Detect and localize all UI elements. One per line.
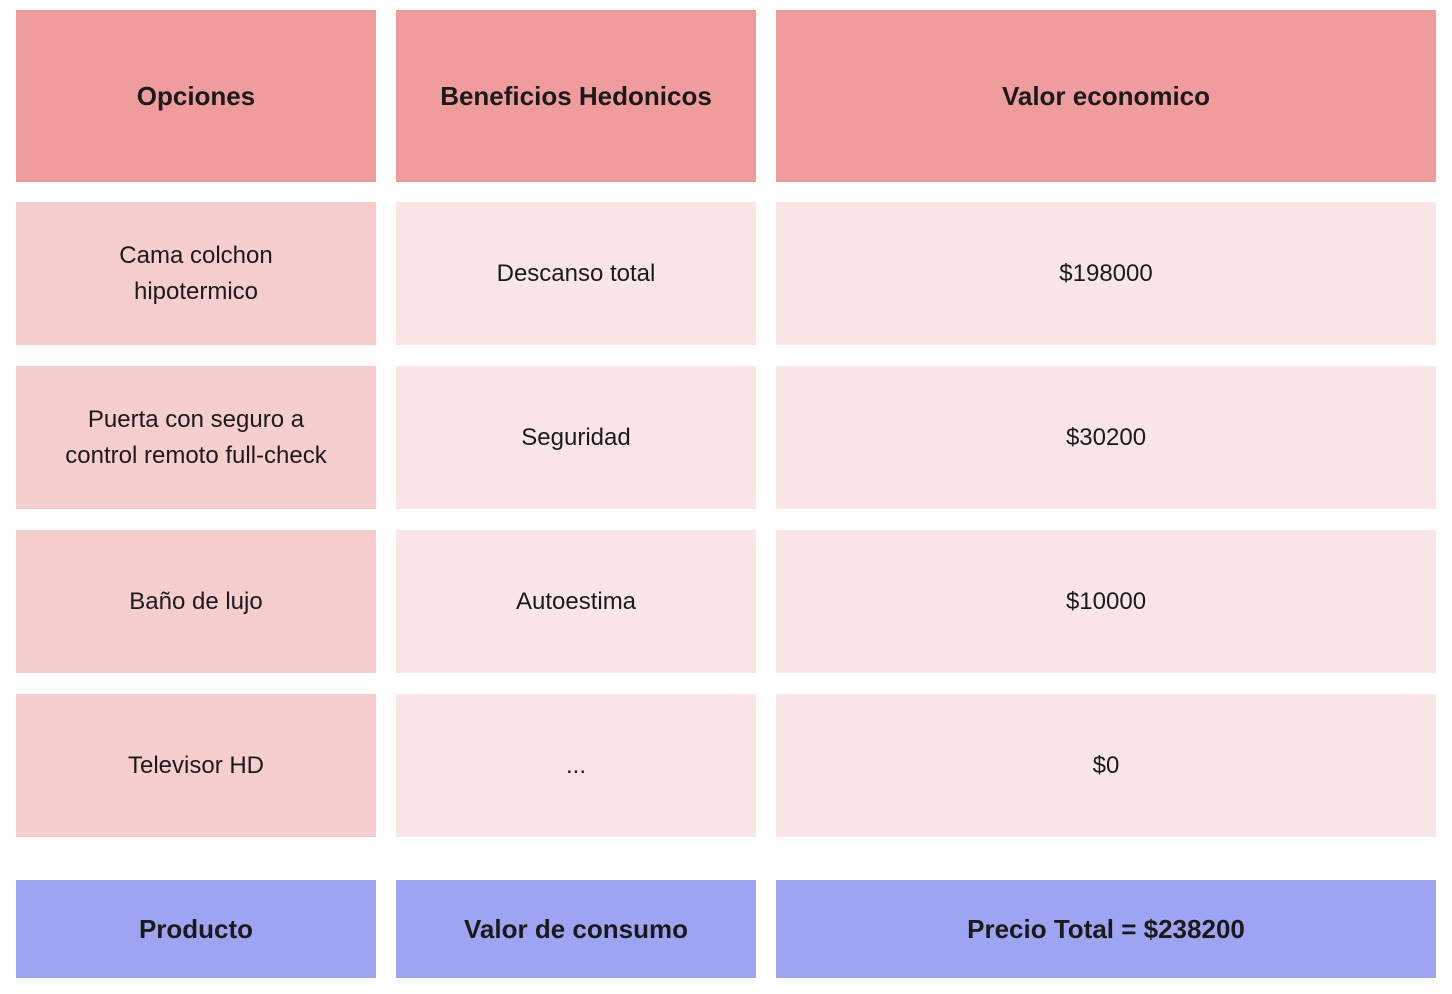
option-cell: Puerta con seguro a control remoto full-check	[16, 366, 376, 509]
value-cell: $10000	[776, 530, 1436, 673]
footer-cell-producto: Producto	[16, 880, 376, 978]
benefit-cell: Descanso total	[396, 202, 756, 345]
table-row	[16, 530, 1436, 673]
option-cell: Cama colchon hipotermico	[16, 202, 376, 345]
table-row	[16, 694, 1436, 837]
option-cell: Televisor HD	[16, 694, 376, 837]
header-cell-opciones: Opciones	[16, 10, 376, 182]
table-row	[16, 366, 1436, 509]
table-footer-row	[16, 880, 1436, 978]
value-cell: $0	[776, 694, 1436, 837]
benefit-cell: Seguridad	[396, 366, 756, 509]
benefit-cell: ...	[396, 694, 756, 837]
header-cell-valor: Valor economico	[776, 10, 1436, 182]
value-cell: $198000	[776, 202, 1436, 345]
table-header-row	[16, 10, 1436, 182]
option-cell: Baño de lujo	[16, 530, 376, 673]
table-row	[16, 202, 1436, 345]
value-cell: $30200	[776, 366, 1436, 509]
header-cell-beneficios: Beneficios Hedonicos	[396, 10, 756, 182]
benefit-cell: Autoestima	[396, 530, 756, 673]
footer-cell-precio-total: Precio Total = $238200	[776, 880, 1436, 978]
footer-cell-valor-consumo: Valor de consumo	[396, 880, 756, 978]
